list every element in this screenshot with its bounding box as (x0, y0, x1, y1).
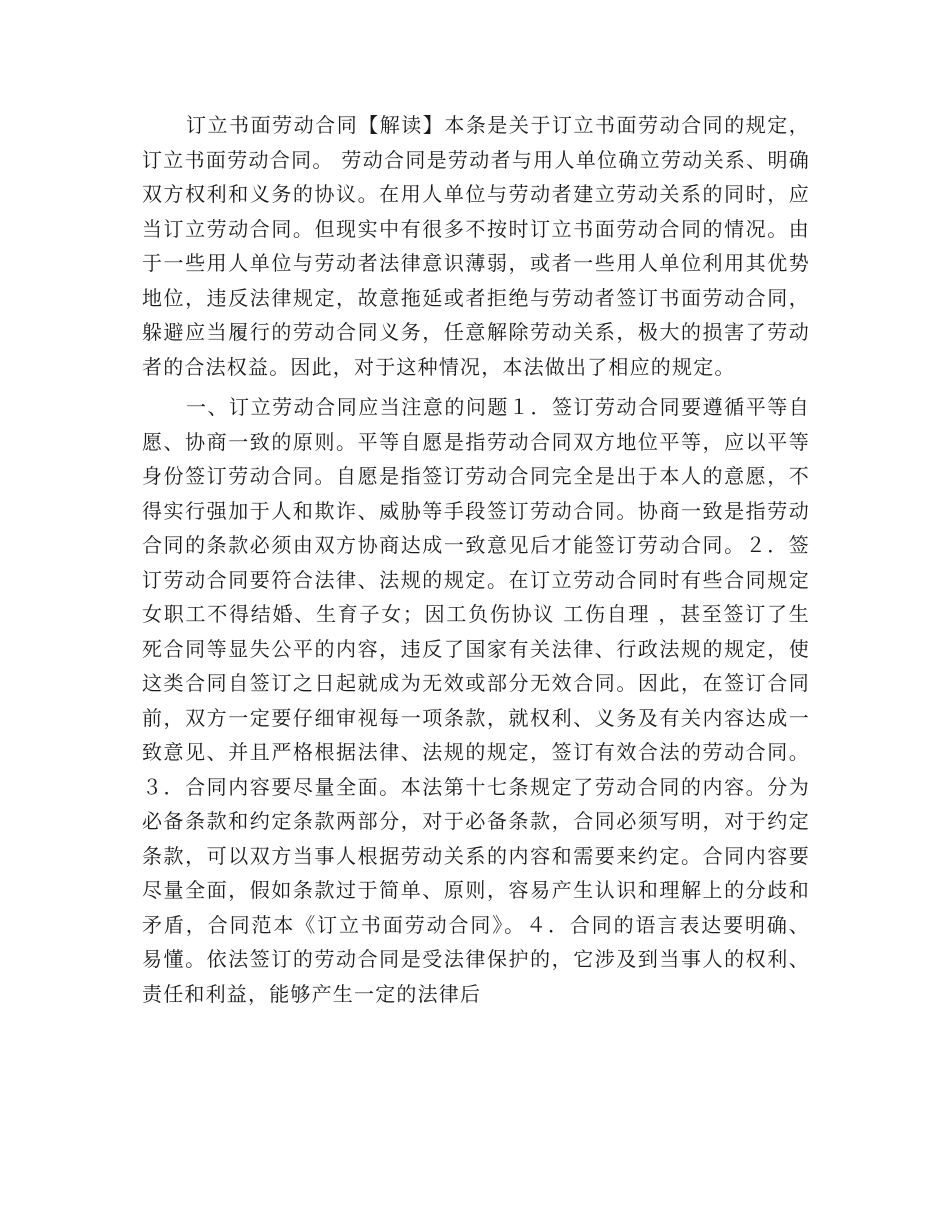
document-body (142, 108, 810, 1017)
paragraph-2: 一、订立劳动合同应当注意的问题１．签订劳动合同要遵循平等自愿、协商一致的原则。平等自愿是指劳动合同双方地位平等，应以平等身份签订劳动合同。自愿是指签订劳动合同完全是出于本人的意愿，不得实行强加于人和欺诈、威胁等手段签订劳动合同。协商一致是指劳动合同的条款必须由双方协商达成一致意见后才能签订劳动合同。２．签订劳动合同要符合法律、法规的规定。在订立劳动合同时有些合同规定女职工不得结婚、生育子女；因工负伤协议 工伤自理 ，甚至签订了生死合同等显失公平的内容，违反了国家有关法律、行政法规的规定，使这类合同自签订之日起就成为无效或部分无效合同。因此，在签订合同前，双方一定要仔细审视每一项条款，就权利、义务及有关内容达成一致意见、并且严格根据法律、法规的规定，签订有效合法的劳动合同。３．合同内容要尽量全面。本法第十七条规定了劳动合同的内容。分为必备条款和约定条款两部分，对于必备条款，合同必须写明，对于约定条款，可以双方当事人根据劳动关系的内容和需要来约定。合同内容要尽量全面，假如条款过于简单、原则，容易产生认识和理解上的分歧和矛盾，合同范本《订立书面劳动合同》。４．合同的语言表达要明确、易懂。依法签订的劳动合同是受法律保护的，它涉及到当事人的权利、责任和利益，能够产生一定的法律后 (142, 395, 810, 1006)
paragraph-1: 订立书面劳动合同【解读】本条是关于订立书面劳动合同的规定，订立书面劳动合同。 劳动合同是劳动者与用人单位确立劳动关系、明确双方权利和义务的协议。在用人单位与劳动者建立劳动关系的同时，应当订立劳动合同。但现实中有很多不按时订立书面劳动合同的情况。由于一些用人单位与劳动者法律意识薄弱，或者一些用人单位利用其优势地位，违反法律规定，故意拖延或者拒绝与劳动者签订书面劳动合同，躲避应当履行的劳动合同义务，任意解除劳动关系，极大的损害了劳动者的合法权益。因此，对于这种情况，本法做出了相应的规定。 (142, 113, 810, 379)
